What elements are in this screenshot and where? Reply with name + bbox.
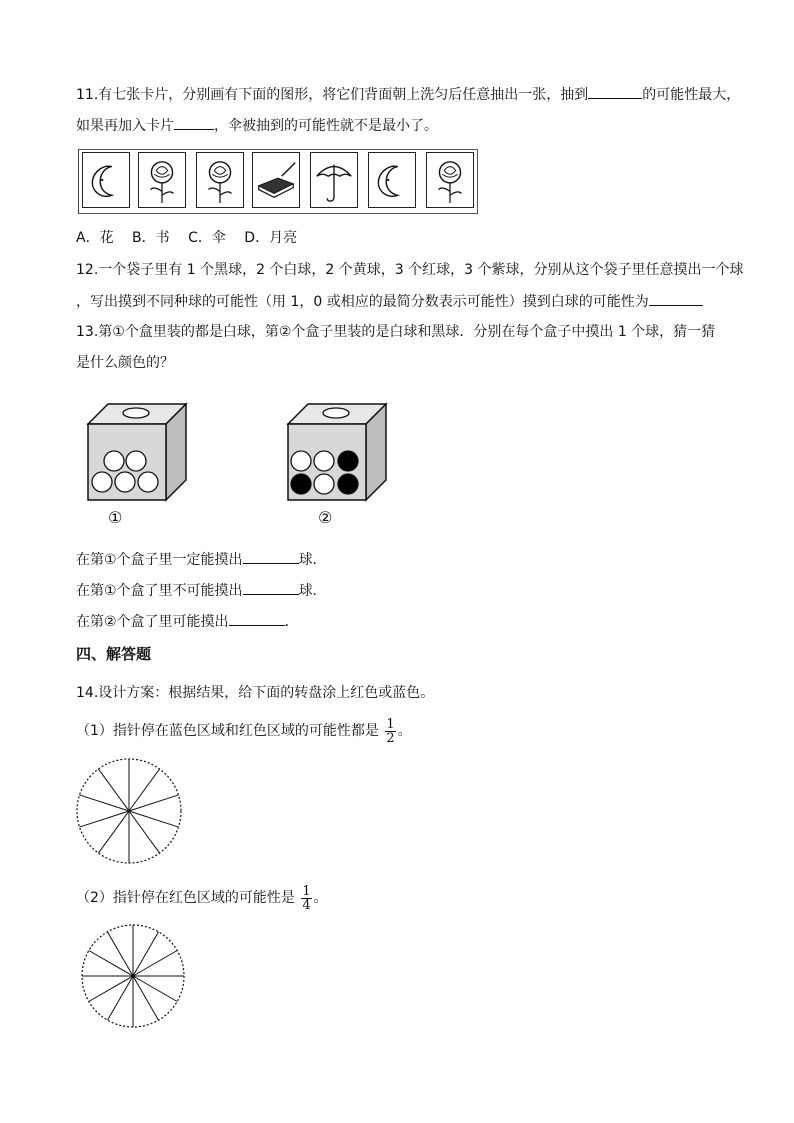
box-2-white-and-black [284,400,394,504]
box-1-all-white [84,400,194,504]
rose-icon [138,152,186,208]
q13-fill1: 在第①个盒子里一定能摸出 球． [76,549,327,570]
q12-line2: ，写出摸到不同种球的可能性（用 1，0 或相应的最简分数表示可能性）摸到白球的可能性为 [76,291,703,312]
moon-icon [368,152,416,208]
fraction-one-half: $\frac{1}{2}$ [386,716,395,746]
q13-line1: 13.第①个盒里装的都是白球，第②个盒子里装的是白球和黑球．分别在每个盒子中摸出 1 个球，猜一猜 [76,324,716,340]
book-icon [252,152,300,208]
q13-line2: 是什么颜色的？ [76,355,174,371]
q14-part2: （2）指针停在红色区域的可能性是 $\frac{1}{4}$ 。 [76,883,328,913]
q11-blank1[interactable] [588,84,642,99]
q12-blank[interactable] [649,291,703,306]
q13-blank3[interactable] [229,611,285,626]
q11-blank2[interactable] [174,115,214,130]
q14-part1: （1）指针停在蓝色区域和红色区域的可能性都是 $\frac{1}{2}$ 。 [76,716,412,746]
rose-icon [426,152,474,208]
box-1-label: ① [108,508,123,527]
q13-fill2: 在第①个盒了里不可能摸出 球． [76,580,327,601]
rose-icon [196,152,244,208]
spinner-12-sectors[interactable] [80,923,186,1029]
spinner-10-sectors[interactable] [75,757,183,865]
q11-line1: 11.有七张卡片，分别画有下面的图形，将它们背面朝上洗匀后任意抽出一张，抽到 的可能性最大， [76,84,740,105]
fraction-one-quarter: $\frac{1}{4}$ [302,883,311,913]
section-heading: 四、解答题 [76,645,152,663]
q11-options: A．花 B．书 C．伞 D．月亮 [76,230,298,246]
q11-line2: 如果再加入卡片 ，伞被抽到的可能性就不是最小了。 [76,115,438,136]
moon-icon [82,152,130,208]
q13-blank1[interactable] [243,549,299,564]
q14-intro: 14.设计方案：根据结果，给下面的转盘涂上红色或蓝色。 [76,685,435,701]
q13-blank2[interactable] [243,580,299,595]
umbrella-icon [310,152,358,208]
q13-fill3: 在第②个盒了里可能摸出 ． [76,611,299,632]
q12-line1: 12.一个袋子里有 1 个黑球，2 个白球，2 个黄球，3 个红球，3 个紫球，分别从这个袋子里任意摸出一个球 [76,262,744,278]
box-2-label: ② [318,508,333,527]
